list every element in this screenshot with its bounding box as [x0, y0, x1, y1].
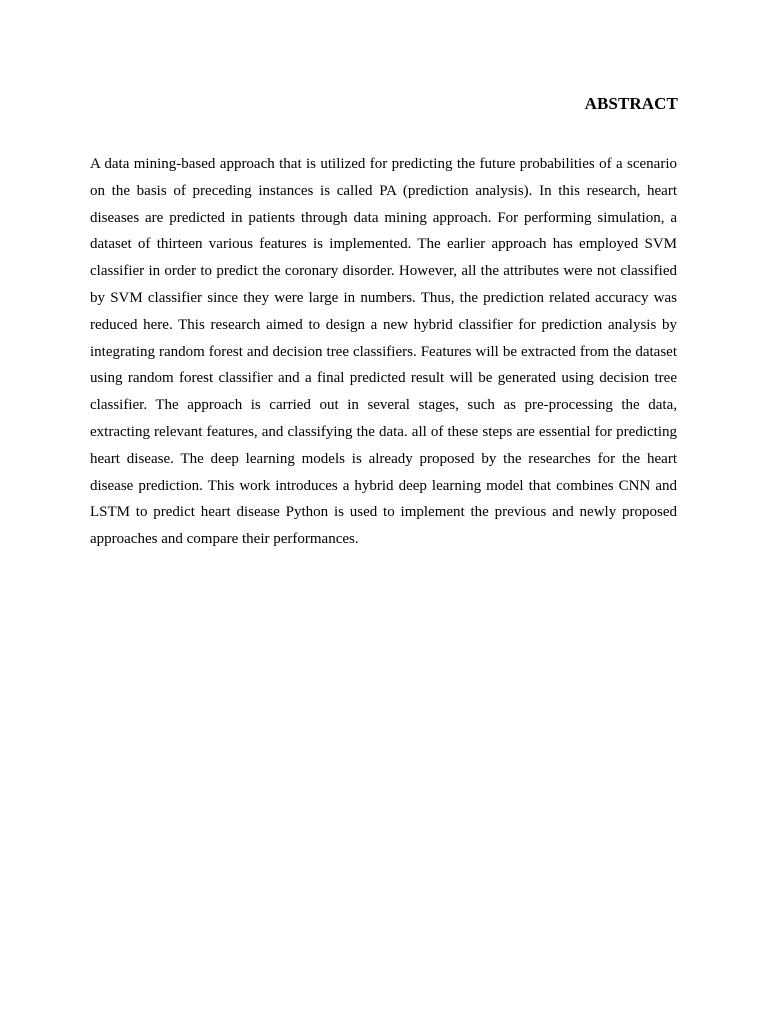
abstract-line: classifier in order to predict the coronary disorder. However, all the attributes were not classified — [90, 263, 677, 280]
abstract-line: by SVM classifier since they were large in numbers. Thus, the prediction related accuracy was — [90, 289, 677, 306]
abstract-line: on the basis of preceding instances is called PA (prediction analysis). In this research, heart — [90, 182, 677, 199]
abstract-line: LSTM to predict heart disease Python is used to implement the previous and newly proposed — [90, 504, 677, 521]
abstract-line: extracting relevant features, and classifying the data. all of these steps are essential for predicting — [90, 423, 677, 440]
abstract-line: diseases are predicted in patients through data mining approach. For performing simulation, a — [90, 209, 677, 226]
abstract-line: disease prediction. This work introduces a hybrid deep learning model that combines CNN and — [90, 477, 677, 494]
abstract-line: A data mining-based approach that is utilized for predicting the future probabilities of a scenario — [90, 156, 677, 172]
abstract-line: classifier. The approach is carried out in several stages, such as pre-processing the data, — [90, 397, 677, 414]
abstract-paragraph — [90, 151, 677, 553]
abstract-line: reduced here. This research aimed to design a new hybrid classifier for prediction analysis by — [90, 316, 677, 333]
abstract-line: heart disease. The deep learning models is already proposed by the researches for the heart — [90, 450, 677, 467]
abstract-line: using random forest classifier and a final predicted result will be generated using decision tree — [90, 370, 677, 387]
abstract-line: integrating random forest and decision tree classifiers. Features will be extracted from the dataset — [90, 343, 677, 360]
abstract-line: approaches and compare their performances. — [90, 531, 359, 548]
abstract-heading: ABSTRACT — [584, 94, 678, 113]
abstract-line: dataset of thirteen various features is implemented. The earlier approach has employed SVM — [90, 236, 677, 253]
